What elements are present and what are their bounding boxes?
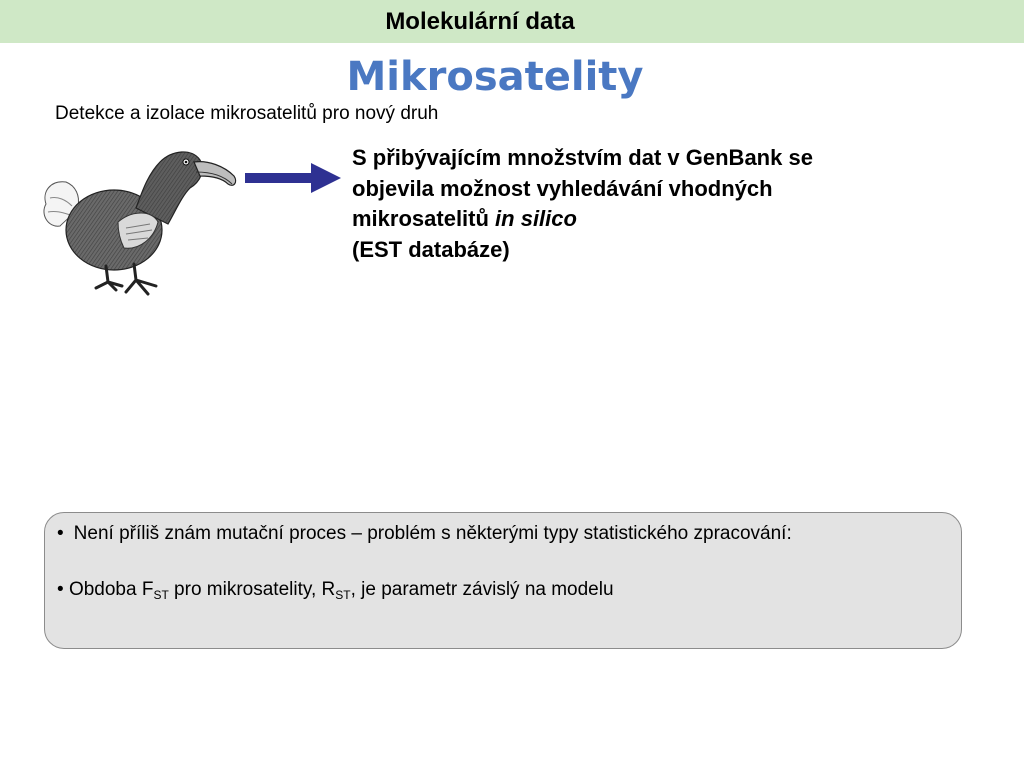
dodo-bird-illustration bbox=[36, 140, 241, 300]
fst-subscript: ST bbox=[153, 588, 169, 602]
slide-subtitle: Detekce a izolace mikrosatelitů pro nový druh bbox=[55, 103, 439, 124]
main-statement-line-3 bbox=[352, 204, 912, 235]
right-arrow-icon bbox=[245, 163, 345, 193]
note-item-2-mid: pro mikrosatelity, R bbox=[168, 579, 336, 600]
header-title: Molekulární data bbox=[385, 8, 575, 35]
header-bar bbox=[0, 0, 1024, 43]
note-item-1 bbox=[57, 522, 792, 546]
bullet-icon: • bbox=[57, 579, 64, 600]
main-statement-line-1: S přibývajícím množstvím dat v GenBank se bbox=[352, 145, 813, 170]
rst-subscript: ST bbox=[335, 588, 351, 602]
main-statement-line-2: objevila možnost vyhledávání vhodných bbox=[352, 175, 773, 201]
main-statement bbox=[352, 143, 912, 265]
slide-title: Mikrosatelity bbox=[346, 54, 644, 100]
note-item-2-prefix: Obdoba F bbox=[68, 579, 154, 600]
note-item-1-text: Není příliš znám mutační proces – problém s některými typy statistického zpracování: bbox=[73, 523, 792, 544]
in-silico-italic: in silico bbox=[495, 206, 577, 231]
main-statement-line-3-text: mikrosatelitů bbox=[352, 206, 496, 231]
bullet-icon: • bbox=[57, 523, 64, 544]
main-statement-line-4: (EST databáze) bbox=[352, 236, 510, 262]
note-item-2-suffix: , je parametr závislý na modelu bbox=[350, 579, 614, 600]
notes-box bbox=[44, 512, 962, 649]
note-item-2 bbox=[57, 578, 614, 602]
